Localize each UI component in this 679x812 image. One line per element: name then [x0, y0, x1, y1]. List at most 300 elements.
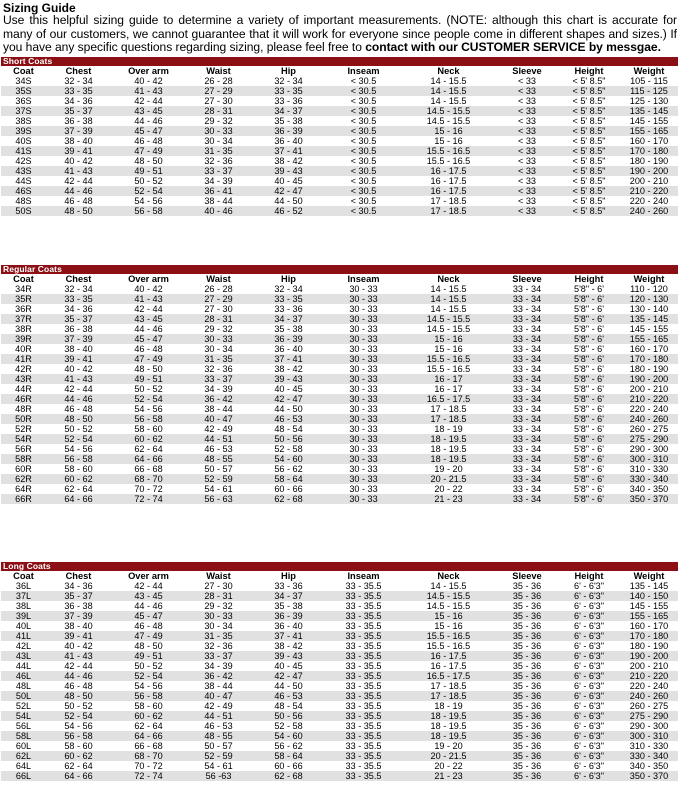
table-row [1, 484, 678, 494]
table-row [1, 641, 678, 651]
cell-inseam: < 30.5 [350, 176, 377, 186]
cell-weight: 275 - 290 [620, 434, 678, 444]
cell-weight: 160 - 170 [629, 344, 669, 354]
cell-coat: 54R [1, 434, 46, 444]
cell-waist: 44 - 51 [186, 711, 251, 721]
cell-hip: 44 - 50 [274, 196, 303, 206]
cell-weight: 350 - 370 [620, 494, 678, 504]
cell-over-arm: 54 - 56 [134, 196, 163, 206]
cell-chest: 60 - 62 [46, 751, 111, 761]
cell-coat: 46L [1, 671, 46, 681]
cell-coat: 36R [15, 304, 32, 314]
cell-chest: 52 - 54 [46, 711, 111, 721]
cell-inseam: < 30.5 [350, 116, 377, 126]
column-header-over-arm: Over arm [111, 274, 186, 284]
cell-hip: 46 - 52 [251, 206, 326, 216]
cell-chest: 34 - 36 [64, 96, 93, 106]
cell-chest: 41 - 43 [46, 651, 111, 661]
table-row [1, 434, 678, 444]
cell-weight: 170 - 180 [620, 354, 678, 364]
cell-weight: 135 - 145 [620, 314, 678, 324]
table-row [1, 444, 678, 454]
cell-waist: 27 - 30 [204, 304, 233, 314]
cell-sleeve: < 33 [518, 76, 536, 86]
cell-weight: 145 - 155 [629, 601, 669, 611]
cell-waist: 27 - 29 [186, 86, 251, 96]
cell-chest: 56 - 58 [46, 454, 111, 464]
cell-waist: 38 - 44 [204, 681, 233, 691]
cell-coat: 60L [15, 741, 32, 751]
cell-neck: 16.5 - 17.5 [401, 394, 496, 404]
table-row [1, 591, 678, 601]
cell-neck: 14.5 - 15.5 [401, 314, 496, 324]
cell-sleeve: 35 - 36 [512, 581, 542, 591]
cell-neck: 16 - 17 [401, 374, 496, 384]
cell-chest: 50 - 52 [64, 424, 93, 434]
cell-chest: 38 - 40 [64, 136, 93, 146]
cell-hip: 42 - 47 [251, 186, 326, 196]
cell-neck: 15.5 - 16.5 [426, 364, 471, 374]
cell-height: < 5' 8.5" [558, 206, 620, 216]
table-row [1, 116, 678, 126]
cell-coat: 56R [15, 444, 32, 454]
cell-chest: 32 - 34 [64, 76, 93, 86]
cell-chest: 39 - 41 [46, 146, 111, 156]
cell-coat: 41S [1, 146, 46, 156]
cell-waist: 27 - 30 [204, 581, 233, 591]
cell-height: 5'8" - 6' [558, 374, 620, 384]
cell-height: 5'8" - 6' [558, 334, 620, 344]
cell-height: < 5' 8.5" [558, 86, 620, 96]
cell-over-arm: 43 - 45 [111, 106, 186, 116]
cell-sleeve: 33 - 34 [496, 334, 558, 344]
cell-sleeve: 35 - 36 [496, 631, 558, 641]
cell-weight: 300 - 310 [620, 731, 678, 741]
cell-height: 5'8" - 6' [574, 284, 604, 294]
cell-weight: 240 - 260 [620, 691, 678, 701]
cell-coat: 40S [15, 136, 32, 146]
cell-height: < 5' 8.5" [572, 76, 606, 86]
cell-coat: 39S [1, 126, 46, 136]
cell-hip: 32 - 34 [274, 284, 303, 294]
cell-coat: 48L [15, 681, 32, 691]
cell-coat: 50L [1, 691, 46, 701]
cell-inseam: 33 - 35.5 [326, 731, 401, 741]
table-row [1, 771, 678, 781]
column-header-waist: Waist [186, 66, 251, 76]
table-row [1, 464, 678, 474]
cell-waist: 27 - 29 [186, 294, 251, 304]
cell-over-arm: 45 - 47 [111, 126, 186, 136]
cell-neck: 18 - 19.5 [401, 454, 496, 464]
cell-coat: 52L [15, 701, 32, 711]
cell-waist: 32 - 36 [204, 641, 233, 651]
cell-over-arm: 56 - 58 [111, 691, 186, 701]
cell-coat: 43R [1, 374, 46, 384]
cell-inseam: < 30.5 [326, 166, 401, 176]
header-row [1, 571, 678, 581]
cell-waist: 42 - 49 [204, 424, 233, 434]
table-row [1, 414, 678, 424]
cell-hip: 58 - 64 [251, 751, 326, 761]
cell-weight: 155 - 165 [620, 126, 678, 136]
cell-weight: 210 - 220 [620, 186, 678, 196]
cell-over-arm: 64 - 66 [111, 731, 186, 741]
table-row [1, 344, 678, 354]
cell-over-arm: 48 - 50 [134, 641, 163, 651]
cell-chest: 46 - 48 [64, 681, 93, 691]
column-header-height: Height [558, 274, 620, 284]
cell-neck: 14.5 - 15.5 [401, 106, 496, 116]
cell-waist: 31 - 35 [186, 354, 251, 364]
table-row [1, 611, 678, 621]
cell-neck: 18 - 19.5 [401, 711, 496, 721]
cell-weight: 180 - 190 [629, 156, 669, 166]
cell-sleeve: < 33 [496, 166, 558, 176]
cell-over-arm: 41 - 43 [111, 294, 186, 304]
table-row [1, 314, 678, 324]
cell-neck: 15 - 16 [401, 334, 496, 344]
cell-chest: 33 - 35 [46, 86, 111, 96]
cell-waist: 52 - 59 [186, 474, 251, 484]
intro-text: Use this helpful sizing guide to determine a variety of important measurements. (NOTE: although this chart is accurate for many of our customers, we cannot guarantee that it will work for everyone since people come in different shapes and sizes.) If you have any specific questions regarding sizing, please feel free to [3, 13, 677, 55]
table-row [1, 741, 678, 751]
cell-neck: 17 - 18.5 [401, 414, 496, 424]
cell-hip: 35 - 38 [274, 601, 303, 611]
cell-neck: 15.5 - 16.5 [426, 641, 471, 651]
cell-inseam: < 30.5 [350, 196, 377, 206]
cell-sleeve: 33 - 34 [512, 324, 542, 334]
table-row [1, 126, 678, 136]
cell-sleeve: 35 - 36 [512, 601, 542, 611]
cell-over-arm: 44 - 46 [134, 116, 163, 126]
cell-hip: 48 - 54 [274, 424, 303, 434]
cell-inseam: < 30.5 [326, 146, 401, 156]
column-header-hip: Hip [251, 274, 326, 284]
cell-height: 5'8" - 6' [558, 414, 620, 424]
cell-sleeve: 35 - 36 [496, 711, 558, 721]
cell-weight: 170 - 180 [620, 146, 678, 156]
cell-neck: 14.5 - 15.5 [426, 601, 471, 611]
cell-chest: 35 - 37 [46, 314, 111, 324]
cell-height: 6' - 6'3" [574, 701, 604, 711]
cell-over-arm: 58 - 60 [134, 424, 163, 434]
cell-coat: 58L [1, 731, 46, 741]
cell-sleeve: 35 - 36 [512, 721, 542, 731]
cell-waist: 36 - 42 [186, 671, 251, 681]
cell-waist: 30 - 33 [186, 334, 251, 344]
cell-coat: 48S [15, 196, 32, 206]
table-row [1, 166, 678, 176]
table-row [1, 206, 678, 216]
column-header-waist: Waist [186, 274, 251, 284]
table-row [1, 671, 678, 681]
cell-inseam: 30 - 33 [349, 404, 378, 414]
cell-weight: 170 - 180 [620, 631, 678, 641]
cell-sleeve: 35 - 36 [496, 731, 558, 741]
cell-weight: 135 - 145 [620, 106, 678, 116]
cell-coat: 38S [15, 116, 32, 126]
cell-weight: 260 - 275 [629, 701, 669, 711]
cell-sleeve: < 33 [496, 206, 558, 216]
cell-weight: 140 - 150 [620, 591, 678, 601]
cell-hip: 60 - 66 [274, 761, 303, 771]
cell-coat: 50R [1, 414, 46, 424]
cell-weight: 330 - 340 [620, 474, 678, 484]
sizing-table [1, 66, 678, 216]
cell-inseam: 30 - 33 [349, 284, 378, 294]
cell-inseam: 30 - 33 [349, 464, 378, 474]
cell-height: 5'8" - 6' [558, 394, 620, 404]
cell-inseam: < 30.5 [326, 86, 401, 96]
table-row [1, 284, 678, 294]
cell-height: 6' - 6'3" [558, 651, 620, 661]
cell-hip: 60 - 66 [274, 484, 303, 494]
section-title: Long Coats [1, 562, 678, 571]
cell-neck: 14 - 15.5 [430, 284, 467, 294]
cell-height: 5'8" - 6' [558, 494, 620, 504]
cell-waist: 36 - 42 [186, 394, 251, 404]
column-header-weight: Weight [620, 66, 678, 76]
cell-sleeve: 35 - 36 [512, 641, 542, 651]
table-row [1, 384, 678, 394]
cell-weight: 220 - 240 [629, 681, 669, 691]
cell-weight: 190 - 200 [620, 166, 678, 176]
cell-hip: 62 - 68 [251, 494, 326, 504]
cell-hip: 33 - 35 [251, 86, 326, 96]
cell-neck: 18 - 19.5 [430, 444, 467, 454]
sizing-table [1, 571, 678, 781]
column-header-over-arm: Over arm [111, 66, 186, 76]
cell-height: 6' - 6'3" [558, 691, 620, 701]
cell-weight: 160 - 170 [629, 621, 669, 631]
cell-neck: 15.5 - 16.5 [426, 156, 471, 166]
cell-over-arm: 52 - 54 [111, 394, 186, 404]
table-row [1, 364, 678, 374]
cell-weight: 160 - 170 [629, 136, 669, 146]
cell-waist: 48 - 55 [186, 454, 251, 464]
cell-weight: 200 - 210 [629, 384, 669, 394]
cell-sleeve: < 33 [496, 126, 558, 136]
cell-sleeve: 33 - 34 [496, 374, 558, 384]
cell-hip: 52 - 58 [274, 721, 303, 731]
cell-neck: 17 - 18.5 [430, 196, 467, 206]
cell-coat: 43S [1, 166, 46, 176]
cell-sleeve: 33 - 34 [512, 424, 542, 434]
cell-coat: 38R [15, 324, 32, 334]
cell-over-arm: 44 - 46 [134, 324, 163, 334]
regular-coats-section [1, 265, 678, 504]
column-header-coat: Coat [1, 66, 46, 76]
cell-height: 6' - 6'3" [558, 611, 620, 621]
cell-chest: 33 - 35 [46, 294, 111, 304]
cell-waist: 30 - 33 [186, 611, 251, 621]
cell-coat: 41L [1, 631, 46, 641]
column-header-sleeve: Sleeve [496, 66, 558, 76]
cell-coat: 42L [15, 641, 32, 651]
table-row [1, 374, 678, 384]
cell-waist: 56 -63 [186, 771, 251, 781]
table-row [1, 136, 678, 146]
cell-waist: 28 - 31 [186, 591, 251, 601]
cell-height: < 5' 8.5" [572, 96, 606, 106]
cell-height: 6' - 6'3" [574, 741, 604, 751]
cell-neck: 18 - 19 [434, 424, 463, 434]
cell-chest: 35 - 37 [46, 106, 111, 116]
cell-waist: 54 - 61 [204, 484, 233, 494]
cell-sleeve: 35 - 36 [512, 621, 542, 631]
table-row [1, 196, 678, 206]
cell-height: 5'8" - 6' [558, 454, 620, 464]
cell-sleeve: 35 - 36 [512, 741, 542, 751]
cell-inseam: 33 - 35.5 [326, 691, 401, 701]
cell-coat: 52R [15, 424, 32, 434]
cell-neck: 14 - 15.5 [401, 294, 496, 304]
cell-neck: 18 - 19.5 [401, 731, 496, 741]
cell-chest: 39 - 41 [46, 354, 111, 364]
header-row [1, 274, 678, 284]
cell-sleeve: < 33 [496, 186, 558, 196]
cell-inseam: 30 - 33 [349, 344, 378, 354]
cell-height: 6' - 6'3" [574, 721, 604, 731]
cell-hip: 37 - 41 [251, 354, 326, 364]
cell-neck: 14 - 15.5 [430, 304, 467, 314]
cell-inseam: 30 - 33 [326, 314, 401, 324]
cell-chest: 37 - 39 [46, 611, 111, 621]
section-title: Regular Coats [1, 265, 678, 274]
cell-weight: 120 - 130 [620, 294, 678, 304]
cell-inseam: 30 - 33 [326, 354, 401, 364]
cell-coat: 35R [1, 294, 46, 304]
cell-weight: 125 - 130 [629, 96, 669, 106]
cell-over-arm: 54 - 56 [134, 404, 163, 414]
table-row [1, 631, 678, 641]
cell-height: 5'8" - 6' [574, 484, 604, 494]
cell-hip: 39 - 43 [251, 166, 326, 176]
cell-weight: 240 - 260 [620, 206, 678, 216]
cell-neck: 14 - 15.5 [430, 76, 467, 86]
cell-chest: 50 - 52 [64, 701, 93, 711]
table-row [1, 176, 678, 186]
cell-inseam: 33 - 35.5 [326, 611, 401, 621]
table-row [1, 681, 678, 691]
cell-coat: 42R [15, 364, 32, 374]
cell-hip: 58 - 64 [251, 474, 326, 484]
cell-waist: 52 - 59 [186, 751, 251, 761]
cell-hip: 39 - 43 [251, 651, 326, 661]
column-header-neck: Neck [401, 274, 496, 284]
cell-chest: 37 - 39 [46, 334, 111, 344]
cell-neck: 17 - 18.5 [430, 404, 467, 414]
cell-over-arm: 66 - 68 [134, 464, 163, 474]
cell-over-arm: 42 - 44 [134, 581, 163, 591]
cell-hip: 42 - 47 [251, 671, 326, 681]
cell-hip: 36 - 39 [251, 334, 326, 344]
cell-over-arm: 48 - 50 [134, 364, 163, 374]
cell-hip: 44 - 50 [274, 404, 303, 414]
cell-height: 6' - 6'3" [558, 711, 620, 721]
cell-neck: 18 - 19.5 [401, 434, 496, 444]
cell-sleeve: 35 - 36 [496, 751, 558, 761]
cell-chest: 41 - 43 [46, 166, 111, 176]
cell-over-arm: 47 - 49 [111, 146, 186, 156]
cell-waist: 28 - 31 [186, 106, 251, 116]
cell-chest: 40 - 42 [64, 156, 93, 166]
cell-inseam: 30 - 33 [326, 414, 401, 424]
cell-chest: 42 - 44 [64, 661, 93, 671]
cell-over-arm: 52 - 54 [111, 671, 186, 681]
cell-coat: 42S [15, 156, 32, 166]
cell-over-arm: 46 - 48 [134, 621, 163, 631]
cell-hip: 38 - 42 [274, 364, 303, 374]
cell-over-arm: 45 - 47 [111, 611, 186, 621]
cell-sleeve: < 33 [518, 96, 536, 106]
cell-neck: 17 - 18.5 [401, 691, 496, 701]
cell-coat: 48R [15, 404, 32, 414]
cell-sleeve: 33 - 34 [512, 444, 542, 454]
section-title: Short Coats [1, 57, 678, 66]
table-row [1, 581, 678, 591]
cell-inseam: 30 - 33 [349, 364, 378, 374]
cell-height: 6' - 6'3" [574, 661, 604, 671]
cell-height: < 5' 8.5" [558, 186, 620, 196]
column-header-chest: Chest [46, 571, 111, 581]
cell-height: 5'8" - 6' [574, 444, 604, 454]
cell-height: < 5' 8.5" [558, 126, 620, 136]
cell-inseam: 33 - 35.5 [345, 661, 382, 671]
cell-neck: 21 - 23 [401, 494, 496, 504]
cell-waist: 31 - 35 [186, 631, 251, 641]
cell-sleeve: 35 - 36 [496, 771, 558, 781]
cell-hip: 46 - 53 [251, 414, 326, 424]
cell-inseam: 30 - 33 [349, 304, 378, 314]
cell-hip: 56 - 62 [274, 464, 303, 474]
cell-inseam: < 30.5 [350, 156, 377, 166]
cell-sleeve: 33 - 34 [496, 414, 558, 424]
cell-chest: 58 - 60 [64, 741, 93, 751]
table-row [1, 621, 678, 631]
cell-over-arm: 72 - 74 [111, 494, 186, 504]
cell-weight: 330 - 340 [620, 751, 678, 761]
cell-sleeve: < 33 [496, 86, 558, 96]
cell-inseam: 30 - 33 [349, 324, 378, 334]
cell-weight: 190 - 200 [620, 651, 678, 661]
cell-sleeve: 33 - 34 [496, 454, 558, 464]
cell-over-arm: 41 - 43 [111, 86, 186, 96]
cell-over-arm: 64 - 66 [111, 454, 186, 464]
cell-neck: 16.5 - 17.5 [401, 671, 496, 681]
cell-waist: 29 - 32 [204, 324, 233, 334]
cell-weight: 130 - 140 [629, 304, 669, 314]
cell-coat: 40R [15, 344, 32, 354]
table-row [1, 474, 678, 484]
cell-over-arm: 50 - 52 [134, 176, 163, 186]
cell-inseam: 30 - 33 [349, 384, 378, 394]
cell-coat: 56L [15, 721, 32, 731]
cell-height: 5'8" - 6' [558, 434, 620, 444]
cell-inseam: 33 - 35.5 [326, 631, 401, 641]
cell-over-arm: 40 - 42 [134, 284, 163, 294]
table-row [1, 334, 678, 344]
column-header-sleeve: Sleeve [496, 274, 558, 284]
cell-height: 5'8" - 6' [574, 344, 604, 354]
cell-hip: 37 - 41 [251, 631, 326, 641]
cell-over-arm: 45 - 47 [111, 334, 186, 344]
cell-over-arm: 58 - 60 [134, 701, 163, 711]
cell-waist: 54 - 61 [204, 761, 233, 771]
cell-waist: 50 - 57 [204, 741, 233, 751]
cell-waist: 28 - 31 [186, 314, 251, 324]
